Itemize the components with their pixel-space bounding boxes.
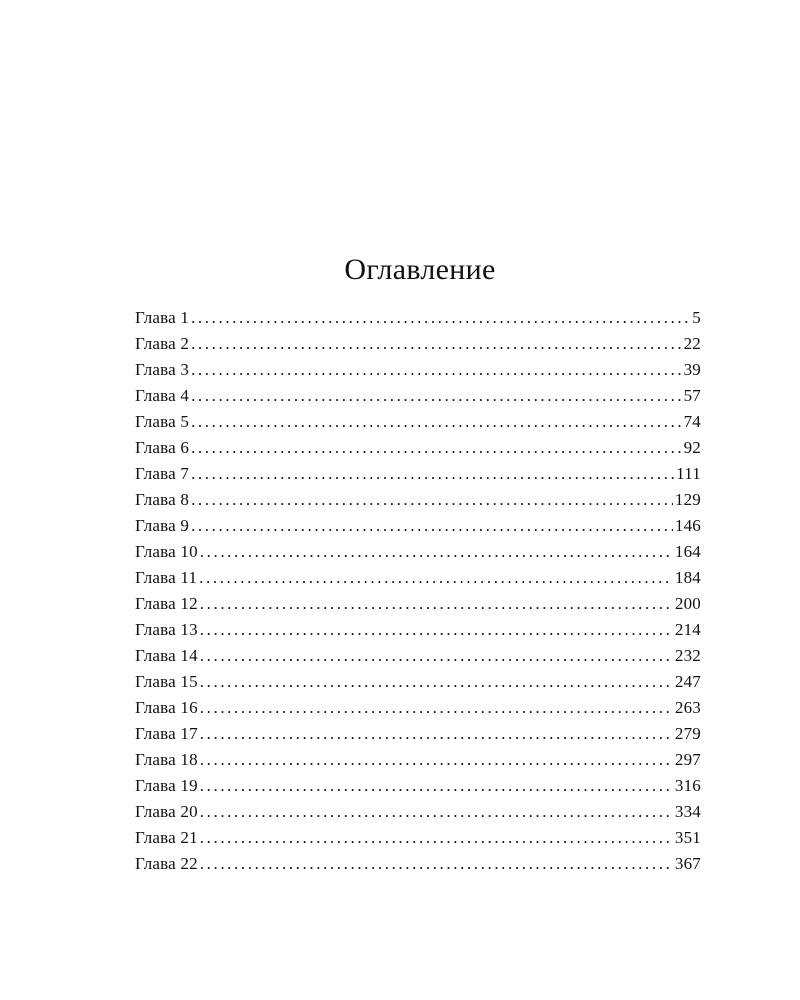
dot-leader: [200, 747, 673, 773]
toc-entry-page-number: 129: [674, 490, 701, 509]
dot-leader: [191, 513, 673, 539]
toc-entry: [135, 721, 701, 747]
dot-leader: [200, 799, 673, 825]
toc-entry-page-number: 247: [674, 672, 701, 691]
toc-entry-label: Глава 7: [135, 464, 190, 483]
toc-entry-label: Глава 3: [135, 360, 190, 379]
toc-entry: [135, 591, 701, 617]
dot-leader: [191, 331, 682, 357]
toc-entry-label: Глава 16: [135, 698, 198, 717]
dot-leader: [200, 721, 673, 747]
dot-leader: [191, 487, 673, 513]
toc-entry-page-number: 334: [674, 802, 701, 821]
toc-entry-label: Глава 20: [135, 802, 198, 821]
toc-entry: [135, 695, 701, 721]
dot-leader: [200, 617, 673, 643]
toc-entry-page-number: 200: [674, 594, 701, 613]
dot-leader: [199, 565, 673, 591]
toc-entry-label: Глава 8: [135, 490, 190, 509]
toc-entry: [135, 357, 701, 383]
toc-entry-label: Глава 15: [135, 672, 198, 691]
toc-entry-page-number: 146: [674, 516, 701, 535]
toc-entry: [135, 825, 701, 851]
dot-leader: [191, 305, 690, 331]
toc-entry-label: Глава 12: [135, 594, 198, 613]
dot-leader: [200, 643, 673, 669]
toc-entry-label: Глава 2: [135, 334, 190, 353]
toc-entry-label: Глава 11: [135, 568, 198, 587]
toc-entry: [135, 773, 701, 799]
toc-entry-page-number: 22: [683, 334, 701, 353]
toc-entry-label: Глава 18: [135, 750, 198, 769]
toc-entry-page-number: 263: [674, 698, 701, 717]
dot-leader: [200, 825, 673, 851]
dot-leader: [191, 357, 682, 383]
dot-leader: [191, 435, 682, 461]
toc-entry-page-number: 164: [674, 542, 701, 561]
toc-entry: [135, 565, 701, 591]
page-title: Оглавление: [344, 253, 496, 286]
toc-entry: [135, 617, 701, 643]
toc-entry-label: Глава 14: [135, 646, 198, 665]
toc-entry: [135, 435, 701, 461]
toc-entry: [135, 643, 701, 669]
toc-entry-page-number: 316: [674, 776, 701, 795]
toc-entry-page-number: 184: [674, 568, 701, 587]
toc-entry-label: Глава 1: [135, 308, 190, 327]
toc-entry: [135, 461, 701, 487]
toc-entry-label: Глава 9: [135, 516, 190, 535]
toc-entry: [135, 513, 701, 539]
toc-entry-page-number: 74: [683, 412, 701, 431]
toc-entry-page-number: 39: [683, 360, 701, 379]
toc-entry-page-number: 367: [674, 854, 701, 873]
toc-entry-page-number: 279: [674, 724, 701, 743]
toc-entry-label: Глава 6: [135, 438, 190, 457]
toc-entry-page-number: 111: [676, 464, 701, 483]
toc-entry: [135, 669, 701, 695]
toc-entry: [135, 331, 701, 357]
dot-leader: [200, 695, 673, 721]
toc-entry: [135, 799, 701, 825]
dot-leader: [191, 383, 682, 409]
dot-leader: [200, 539, 673, 565]
toc-entry-page-number: 57: [683, 386, 701, 405]
toc-entry: [135, 305, 701, 331]
dot-leader: [200, 669, 673, 695]
dot-leader: [200, 591, 673, 617]
dot-leader: [200, 851, 673, 877]
toc-entry: [135, 747, 701, 773]
toc-entry: [135, 383, 701, 409]
dot-leader: [191, 409, 682, 435]
dot-leader: [200, 773, 673, 799]
toc-entry-label: Глава 13: [135, 620, 198, 639]
toc-entry-label: Глава 19: [135, 776, 198, 795]
toc-entry-page-number: 92: [683, 438, 701, 457]
table-of-contents: [135, 305, 701, 877]
toc-entry: [135, 539, 701, 565]
toc-entry-page-number: 232: [674, 646, 701, 665]
dot-leader: [191, 461, 674, 487]
toc-entry-page-number: 351: [674, 828, 701, 847]
toc-entry: [135, 851, 701, 877]
toc-entry-label: Глава 5: [135, 412, 190, 431]
toc-entry-page-number: 297: [674, 750, 701, 769]
toc-entry: [135, 487, 701, 513]
toc-entry-label: Глава 21: [135, 828, 198, 847]
toc-entry-label: Глава 4: [135, 386, 190, 405]
toc-entry: [135, 409, 701, 435]
toc-entry-label: Глава 10: [135, 542, 198, 561]
toc-entry-label: Глава 17: [135, 724, 198, 743]
toc-entry-page-number: 5: [692, 308, 701, 327]
toc-entry-page-number: 214: [674, 620, 701, 639]
toc-entry-label: Глава 22: [135, 854, 198, 873]
